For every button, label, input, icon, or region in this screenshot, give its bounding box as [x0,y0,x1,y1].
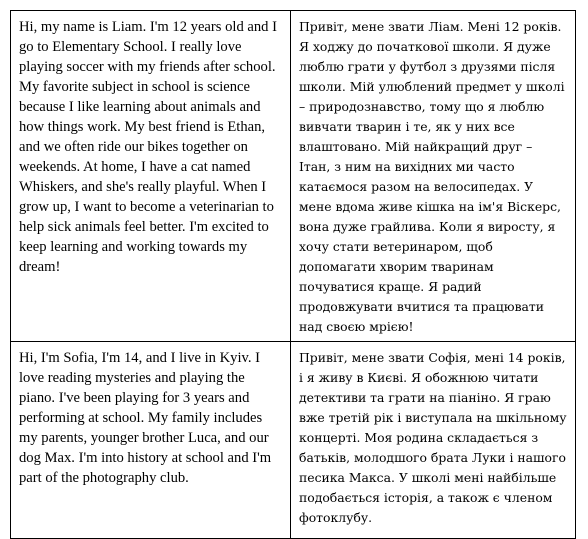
english-cell [11,11,291,342]
ukrainian-cell [291,11,576,342]
translation-table [10,10,576,539]
english-cell [11,342,291,539]
table-row [11,11,576,342]
ukrainian-text: Привіт, мене звати Софія, мені 14 років, і я живу в Києві. Я обожнюю читати детективи та грати на піаніно. Я граю вже третій рік і виступала на шкільному концерті. Моя родина складається з батьків, молодшого брата Луки і нашого песика Макса. У школі мені найбільше подобається історія, а також є членом фотоклубу. [299,350,567,525]
english-text: Hi, I'm Sofia, I'm 14, and I live in Kyiv. I love reading mysteries and playing the piano. I've been playing for 3 years and performing at school. My family includes my parents, younger brother Luca, and our dog Max. I'm into history at school and I'm part of the photography club. [19,350,272,486]
english-text: Hi, my name is Liam. I'm 12 years old and I go to Elementary School. I really love playing soccer with my friends after school. My favorite subject in school is science because I like learning about animals and how things work. My best friend is Ethan, and we often ride our bikes together on weekends. At home, I have a cat named Whiskers, and she's really playful. When I grow up, I want to become a veterinarian to help sick animals feel better. I'm excited to keep learning and working towards my dream! [19,19,277,275]
table-row [11,342,576,539]
ukrainian-cell [291,342,576,539]
ukrainian-text: Привіт, мене звати Ліам. Мені 12 років. Я ходжу до початкової школи. Я дуже люблю грати у футбол з друзями після школи. Мій улюблений предмет у школі – природознавство, тому що я люблю вивчати тварин і те, як у них все влаштовано. Мій найкращий друг – Ітан, з ним на вихідних ми часто катаємося разом на велосипедах. У мене вдома живе кішка на ім'я Віскерс, вона дуже грайлива. Коли я виросту, я хочу стати ветеринаром, щоб допомагати хворим тваринам почуватися краще. Я радий продовжувати вчитися та працювати над своєю мрією! [299,19,565,334]
